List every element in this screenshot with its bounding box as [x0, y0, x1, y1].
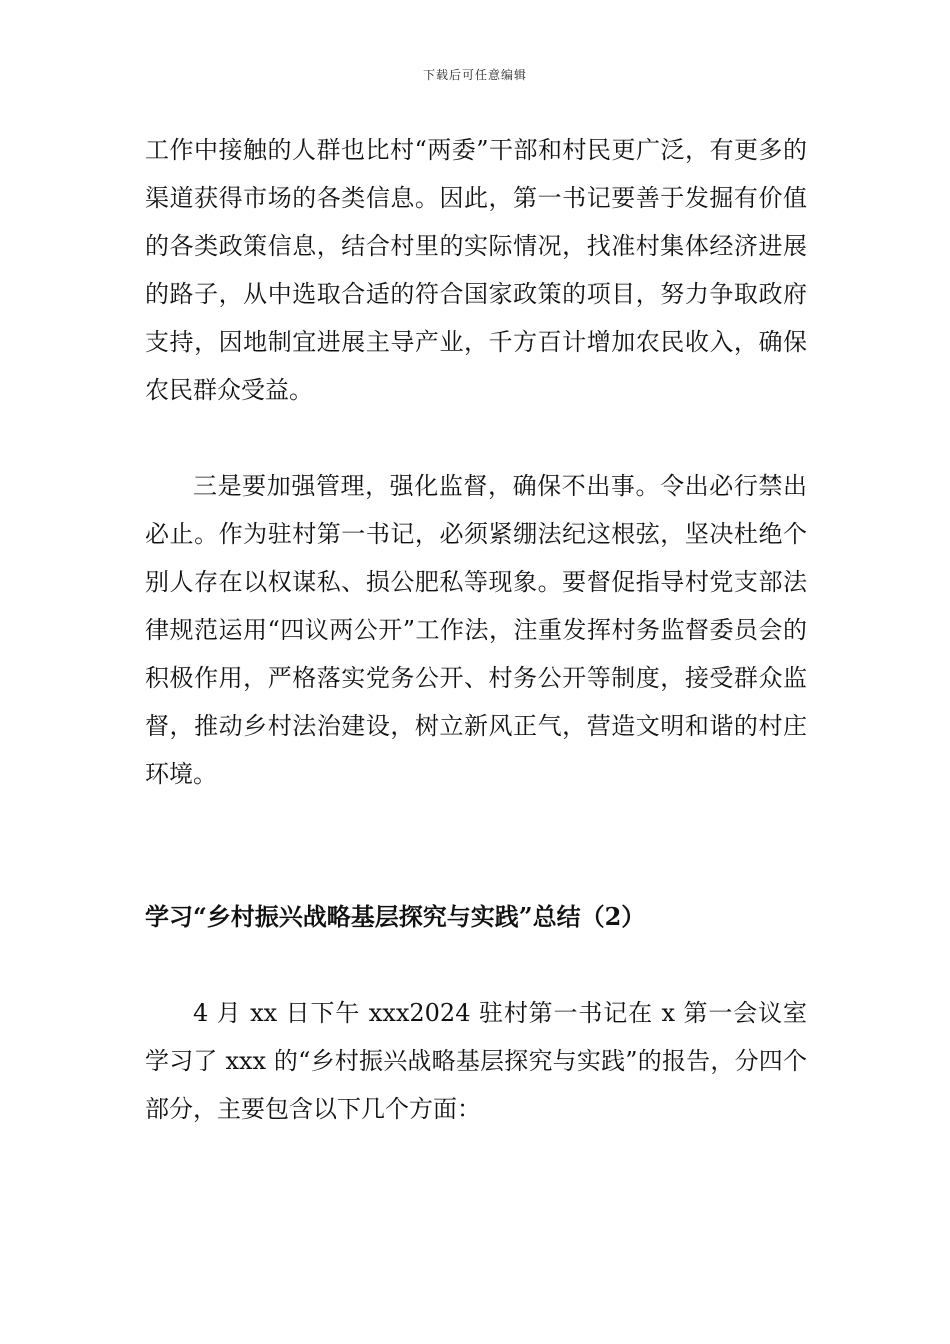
header-note: 下载后可任意编辑: [422, 68, 527, 82]
paragraph-3: 4 月 xx 日下午 xxx2024 驻村第一书记在 x 第一会议室学习了 xxx 的“乡村振兴战略基层探究与实践”的报告，分四个部分，主要包含以下几个方面：: [145, 999, 807, 1123]
paragraph-1: 工作中接触的人群也比村“两委”干部和村民更广泛，有更多的渠道获得市场的各类信息。因此，第一书记要善于发掘有价值的各类政策信息，结合村里的实际情况，找准村集体经济进展的路子，从中选取合适的符合国家政策的项目，努力争取政府支持，因地制宜进展主导产业，千方百计增加农民收入，确保农民群众受益。: [145, 136, 807, 404]
document-body: [145, 126, 807, 1133]
paragraph-2: 三是要加强管理，强化监督，确保不出事。令出必行禁出必止。作为驻村第一书记，必须紧绷法纪这根弦，坚决杜绝个别人存在以权谋私、损公肥私等现象。要督促指导村党支部法律规范运用“四议两公开”工作法，注重发挥村务监督委员会的积极作用，严格落实党务公开、村务公开等制度，接受群众监督，推动乡村法治建设，树立新风正气，营造文明和谐的村庄环境。: [145, 472, 807, 788]
section-heading: 学习“乡村振兴战略基层探究与实践”总结（2）: [145, 902, 646, 931]
